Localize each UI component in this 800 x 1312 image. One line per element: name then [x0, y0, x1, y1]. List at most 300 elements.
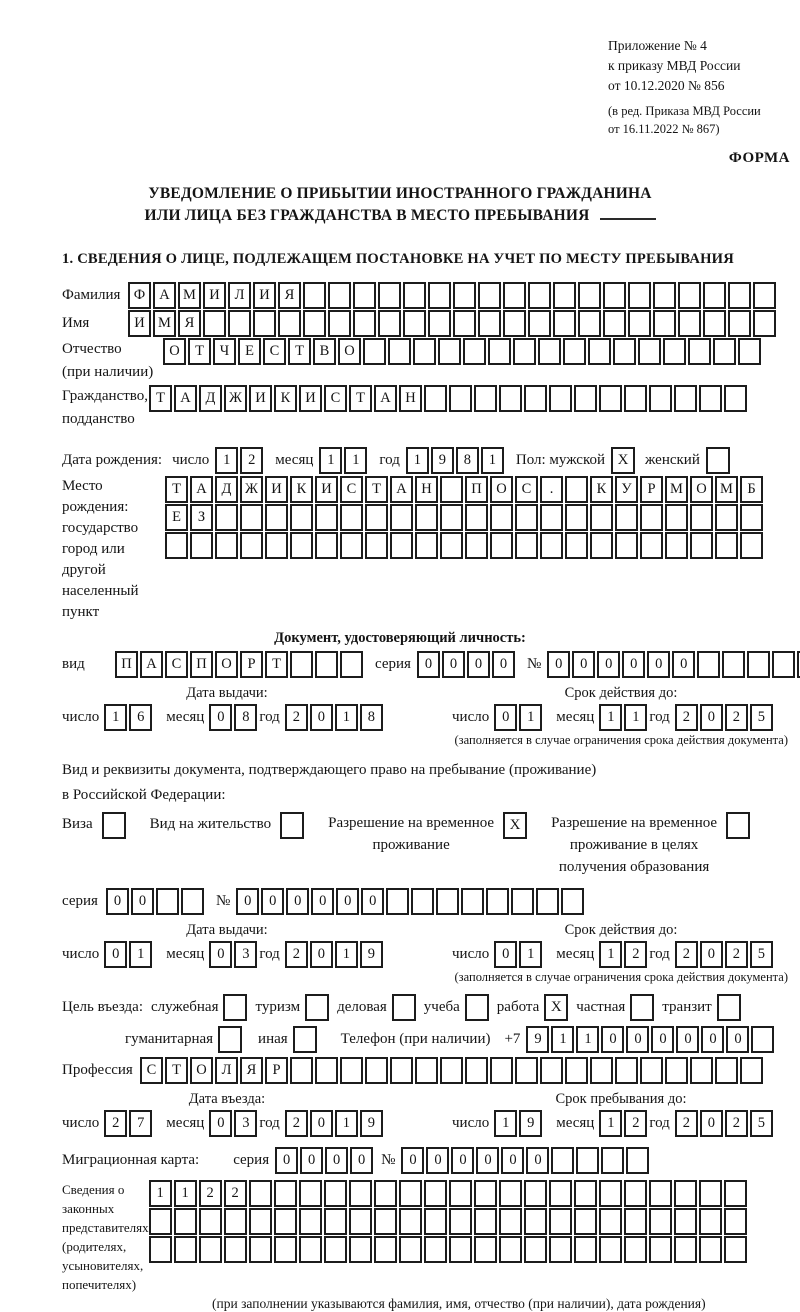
char-cell	[328, 310, 351, 337]
char-cell: 0	[310, 941, 333, 968]
char-cell	[578, 310, 601, 337]
representatives-labels: Сведения о законных представителях (родителях, усыновителях, попечителях)	[62, 1182, 149, 1292]
migration-number-cells	[401, 1147, 651, 1174]
char-cell	[265, 504, 288, 531]
char-cell	[688, 338, 711, 365]
char-cell	[315, 1057, 338, 1084]
identity-valid-col	[452, 684, 790, 731]
char-cell: Т	[288, 338, 311, 365]
birth-place-row1	[165, 476, 765, 503]
char-cell	[715, 532, 738, 559]
char-cell	[549, 1236, 572, 1263]
char-cell: 0	[476, 1147, 499, 1174]
given-name-label: Имя	[62, 315, 90, 331]
char-cell	[440, 476, 463, 503]
char-cell	[249, 1180, 272, 1207]
char-cell: Ф	[128, 282, 151, 309]
char-cell	[149, 1208, 172, 1235]
residence-permit-label: Вид на жительство	[149, 816, 272, 832]
char-cell	[449, 385, 472, 412]
residence-issue-year	[285, 941, 385, 968]
char-cell: А	[390, 476, 413, 503]
char-cell	[540, 1057, 563, 1084]
char-cell: 2	[224, 1180, 247, 1207]
char-cell	[249, 1208, 272, 1235]
char-cell	[561, 888, 584, 915]
char-cell: 0	[700, 941, 723, 968]
migration-number-label: №	[381, 1152, 396, 1168]
char-cell	[699, 385, 722, 412]
purpose-humanitarian-checkbox	[218, 1026, 242, 1053]
residence-permit-checkbox	[280, 812, 304, 839]
char-cell	[699, 1236, 722, 1263]
doc-number-label: №	[526, 656, 542, 672]
char-cell: 0	[286, 888, 309, 915]
char-cell	[453, 282, 476, 309]
char-cell: 0	[601, 1026, 624, 1053]
migration-card-row	[62, 1147, 790, 1174]
char-cell: Д	[199, 385, 222, 412]
char-cell: З	[190, 504, 213, 531]
edition-line: (в ред. Приказа МВД России	[608, 104, 761, 118]
char-cell: 0	[209, 704, 232, 731]
char-cell	[449, 1180, 472, 1207]
char-cell	[524, 1208, 547, 1235]
entry-dates	[62, 1090, 790, 1137]
edu-residence-option	[551, 812, 750, 878]
char-cell	[386, 888, 409, 915]
char-cell	[478, 310, 501, 337]
form-title	[36, 183, 764, 227]
char-cell	[715, 504, 738, 531]
appendix-line: к приказу МВД России	[608, 58, 741, 73]
doc-kind-cells	[115, 651, 365, 678]
char-cell	[249, 1236, 272, 1263]
char-cell	[674, 1180, 697, 1207]
doc-series-label: серия	[375, 656, 411, 672]
identity-doc-row	[62, 651, 790, 678]
valid-month-cells	[599, 704, 649, 731]
purpose-official-checkbox	[223, 994, 247, 1021]
char-cell	[353, 310, 376, 337]
visa-checkbox	[102, 812, 126, 839]
char-cell: 1	[335, 941, 358, 968]
migration-series-cells	[275, 1147, 375, 1174]
char-cell	[528, 310, 551, 337]
entry-heading: Дата въезда:	[188, 1091, 266, 1107]
char-cell	[574, 1236, 597, 1263]
residence-number-cells	[236, 888, 586, 915]
char-cell: О	[490, 476, 513, 503]
residence-series-label: серия	[62, 893, 98, 909]
char-cell	[565, 476, 588, 503]
char-cell	[424, 1208, 447, 1235]
birth-place-row3	[165, 532, 765, 559]
char-cell	[624, 1180, 647, 1207]
valid-heading: Срок действия до:	[564, 685, 678, 701]
char-cell: С	[140, 1057, 163, 1084]
char-cell: С	[324, 385, 347, 412]
edition-line: от 16.11.2022 № 867)	[608, 122, 720, 136]
visa-option	[62, 812, 126, 839]
char-cell	[290, 1057, 313, 1084]
char-cell	[424, 1236, 447, 1263]
char-cell	[290, 532, 313, 559]
patronymic-cells	[163, 338, 763, 365]
purpose-row	[62, 994, 790, 1021]
char-cell: У	[615, 476, 638, 503]
char-cell	[224, 1208, 247, 1235]
residence-series-cells	[106, 888, 206, 915]
citizenship-label: Гражданство, подданство	[62, 385, 149, 431]
month-label: месяц	[166, 1115, 205, 1131]
char-cell	[478, 282, 501, 309]
char-cell	[690, 1057, 713, 1084]
char-cell	[149, 1236, 172, 1263]
char-cell: 0	[209, 941, 232, 968]
char-cell	[499, 1180, 522, 1207]
purpose-other-checkbox	[293, 1026, 317, 1053]
char-cell	[772, 651, 795, 678]
sex-female-label: женский	[645, 452, 700, 468]
char-cell: 0	[726, 1026, 749, 1053]
char-cell: 0	[310, 1110, 333, 1137]
char-cell	[390, 1057, 413, 1084]
char-cell: 3	[234, 1110, 257, 1137]
birth-date-row	[62, 447, 790, 474]
char-cell	[340, 1057, 363, 1084]
char-cell	[626, 1147, 649, 1174]
char-cell	[524, 385, 547, 412]
char-cell	[174, 1208, 197, 1235]
char-cell: 0	[325, 1147, 348, 1174]
char-cell: 2	[725, 1110, 748, 1137]
char-cell: 0	[494, 704, 517, 731]
purpose-work-checkbox: X	[544, 994, 568, 1021]
char-cell	[474, 1208, 497, 1235]
valid-day-cells	[494, 704, 544, 731]
char-cell	[474, 1180, 497, 1207]
char-cell	[576, 1147, 599, 1174]
char-cell: К	[590, 476, 613, 503]
char-cell	[649, 385, 672, 412]
day-label: число	[452, 946, 490, 962]
identity-issue-col	[62, 684, 452, 731]
char-cell: 8	[234, 704, 257, 731]
char-cell: А	[174, 385, 197, 412]
visa-label: Виза	[62, 816, 93, 832]
char-cell: В	[313, 338, 336, 365]
char-cell	[613, 338, 636, 365]
char-cell	[440, 532, 463, 559]
char-cell: 0	[626, 1026, 649, 1053]
char-cell	[438, 338, 461, 365]
char-cell: Л	[215, 1057, 238, 1084]
residence-issue-day	[104, 941, 154, 968]
char-cell	[590, 1057, 613, 1084]
char-cell: Р	[240, 651, 263, 678]
char-cell: И	[315, 476, 338, 503]
char-cell	[599, 1236, 622, 1263]
char-cell: П	[115, 651, 138, 678]
char-cell	[403, 282, 426, 309]
char-cell	[551, 1147, 574, 1174]
appendix-line: от 10.12.2020 № 856	[608, 78, 725, 93]
phone-label: Телефон (при наличии)	[340, 1031, 491, 1047]
char-cell: 2	[675, 941, 698, 968]
char-cell	[411, 888, 434, 915]
char-cell	[428, 310, 451, 337]
char-cell: Ч	[213, 338, 236, 365]
char-cell	[461, 888, 484, 915]
representatives-caption: (при заполнении указываются фамилия, имя, отчество (при наличии), дата рождения)	[212, 1296, 706, 1311]
char-cell	[453, 310, 476, 337]
char-cell: 0	[467, 651, 490, 678]
char-cell	[665, 532, 688, 559]
char-cell: М	[665, 476, 688, 503]
char-cell: 2	[285, 941, 308, 968]
residence-valid-month	[599, 941, 649, 968]
char-cell: 2	[285, 1110, 308, 1137]
entry-year-cells	[285, 1110, 385, 1137]
char-cell	[474, 385, 497, 412]
char-cell: 1	[494, 1110, 517, 1137]
char-cell: 2	[675, 1110, 698, 1137]
char-cell	[599, 385, 622, 412]
char-cell	[663, 338, 686, 365]
char-cell: И	[253, 282, 276, 309]
appendix-line: Приложение № 4	[608, 38, 707, 53]
char-cell	[590, 504, 613, 531]
char-cell	[540, 532, 563, 559]
char-cell	[615, 1057, 638, 1084]
char-cell	[588, 338, 611, 365]
char-cell	[603, 310, 626, 337]
char-cell: 9	[431, 447, 454, 474]
char-cell	[499, 1236, 522, 1263]
representatives-row3	[149, 1236, 749, 1263]
residence-issue-month	[209, 941, 259, 968]
char-cell: 0	[261, 888, 284, 915]
char-cell	[190, 532, 213, 559]
phone-prefix: +7	[504, 1031, 521, 1047]
migration-card-label: Миграционная карта:	[62, 1152, 200, 1168]
char-cell	[449, 1208, 472, 1235]
char-cell	[303, 282, 326, 309]
day-label: число	[62, 1115, 100, 1131]
char-cell	[674, 1208, 697, 1235]
char-cell	[290, 651, 313, 678]
citizenship-row	[62, 385, 790, 431]
char-cell	[624, 385, 647, 412]
char-cell: 0	[700, 704, 723, 731]
day-label: число	[452, 1115, 490, 1131]
char-cell: 2	[285, 704, 308, 731]
month-label: месяц	[166, 709, 205, 725]
char-cell	[515, 1057, 538, 1084]
char-cell	[378, 282, 401, 309]
char-cell	[513, 338, 536, 365]
migration-series-label: серия	[233, 1152, 270, 1168]
char-cell: Б	[740, 476, 763, 503]
char-cell: И	[203, 282, 226, 309]
stay-day-cells	[494, 1110, 544, 1137]
day-label: число	[62, 709, 100, 725]
char-cell	[538, 338, 561, 365]
char-cell	[590, 532, 613, 559]
char-cell	[399, 1208, 422, 1235]
char-cell	[699, 1180, 722, 1207]
char-cell	[740, 532, 763, 559]
valid-year-cells	[675, 704, 775, 731]
char-cell	[674, 1236, 697, 1263]
char-cell	[540, 504, 563, 531]
char-cell	[703, 282, 726, 309]
char-cell: 0	[336, 888, 359, 915]
char-cell: 1	[519, 941, 542, 968]
sex-female-checkbox	[706, 447, 730, 474]
char-cell: 0	[311, 888, 334, 915]
citizenship-sublabel: подданство	[62, 411, 135, 427]
appendix-block	[608, 36, 790, 138]
char-cell	[499, 385, 522, 412]
char-cell: 5	[750, 704, 773, 731]
char-cell: 1	[599, 704, 622, 731]
year-label: год	[649, 1115, 670, 1131]
char-cell	[436, 888, 459, 915]
temp-residence-checkbox: X	[503, 812, 527, 839]
char-cell: Л	[228, 282, 251, 309]
char-cell	[349, 1180, 372, 1207]
birth-place-cells	[165, 476, 765, 623]
char-cell	[628, 310, 651, 337]
char-cell	[340, 532, 363, 559]
patronymic-label: Отчество (при наличии)	[62, 338, 163, 384]
edu-residence-checkbox	[726, 812, 750, 839]
char-cell: Ж	[240, 476, 263, 503]
char-cell: Р	[640, 476, 663, 503]
char-cell	[253, 310, 276, 337]
char-cell: 9	[519, 1110, 542, 1137]
char-cell	[324, 1208, 347, 1235]
char-cell	[747, 651, 770, 678]
char-cell: О	[690, 476, 713, 503]
char-cell	[515, 504, 538, 531]
form-label: ФОРМА	[728, 150, 790, 166]
purpose-option: туризм	[255, 994, 329, 1021]
char-cell	[653, 282, 676, 309]
issue-day-cells	[104, 704, 154, 731]
edu-residence-label: Разрешение на временное проживание в целях получения образования	[551, 815, 718, 875]
representatives-cells	[149, 1180, 749, 1294]
char-cell	[415, 1057, 438, 1084]
identity-valid-note: (заполняется в случае ограничения срока действия документа)	[454, 733, 788, 747]
residence-intro: Вид и реквизиты документа, подтверждающего право на пребывание (проживание) в Российской Федерации:	[62, 762, 597, 803]
char-cell: 0	[236, 888, 259, 915]
surname-label: Фамилия	[62, 287, 121, 303]
char-cell: 0	[672, 651, 695, 678]
purpose-option: работа X	[497, 994, 569, 1021]
char-cell: 0	[209, 1110, 232, 1137]
char-cell	[474, 1236, 497, 1263]
char-cell	[678, 310, 701, 337]
char-cell	[515, 532, 538, 559]
char-cell: 0	[300, 1147, 323, 1174]
residence-valid-year	[675, 941, 775, 968]
char-cell	[215, 532, 238, 559]
char-cell: И	[299, 385, 322, 412]
char-cell	[722, 651, 745, 678]
char-cell: Е	[165, 504, 188, 531]
char-cell: Н	[399, 385, 422, 412]
char-cell: 2	[624, 941, 647, 968]
char-cell: К	[290, 476, 313, 503]
char-cell	[315, 532, 338, 559]
char-cell: Т	[165, 1057, 188, 1084]
char-cell	[240, 532, 263, 559]
char-cell	[274, 1208, 297, 1235]
char-cell	[488, 338, 511, 365]
char-cell: 7	[129, 1110, 152, 1137]
char-cell: 0	[361, 888, 384, 915]
char-cell	[415, 532, 438, 559]
char-cell	[181, 888, 204, 915]
char-cell	[440, 504, 463, 531]
char-cell	[449, 1236, 472, 1263]
char-cell	[649, 1208, 672, 1235]
char-cell	[553, 310, 576, 337]
year-label: год	[259, 946, 280, 962]
purpose-transit-checkbox	[717, 994, 741, 1021]
char-cell: 2	[725, 941, 748, 968]
char-cell: 0	[597, 651, 620, 678]
citizenship-cells	[149, 385, 749, 412]
char-cell: А	[153, 282, 176, 309]
char-cell	[565, 504, 588, 531]
char-cell: Т	[149, 385, 172, 412]
year-label: год	[259, 709, 280, 725]
phone-cells	[526, 1026, 776, 1053]
char-cell: М	[715, 476, 738, 503]
char-cell: С	[165, 651, 188, 678]
purpose-row2	[125, 1026, 790, 1053]
char-cell	[640, 1057, 663, 1084]
char-cell: 0	[651, 1026, 674, 1053]
char-cell	[403, 310, 426, 337]
char-cell	[603, 282, 626, 309]
char-cell	[738, 338, 761, 365]
doc-number-cells	[547, 651, 800, 678]
char-cell: 1	[481, 447, 504, 474]
char-cell: 1	[344, 447, 367, 474]
residence-valid-col	[452, 921, 790, 968]
char-cell	[156, 888, 179, 915]
surname-cells	[128, 282, 778, 309]
char-cell	[511, 888, 534, 915]
char-cell	[665, 1057, 688, 1084]
char-cell	[624, 1236, 647, 1263]
representatives-row1	[149, 1180, 749, 1207]
char-cell	[399, 1236, 422, 1263]
char-cell	[224, 1236, 247, 1263]
issue-month-cells	[209, 704, 259, 731]
form-title-line1: УВЕДОМЛЕНИЕ О ПРИБЫТИИ ИНОСТРАННОГО ГРАЖДАНИНА	[148, 185, 652, 202]
title-blank-underline	[600, 206, 656, 220]
char-cell: 0	[350, 1147, 373, 1174]
char-cell	[199, 1236, 222, 1263]
char-cell	[299, 1208, 322, 1235]
char-cell	[724, 1236, 747, 1263]
